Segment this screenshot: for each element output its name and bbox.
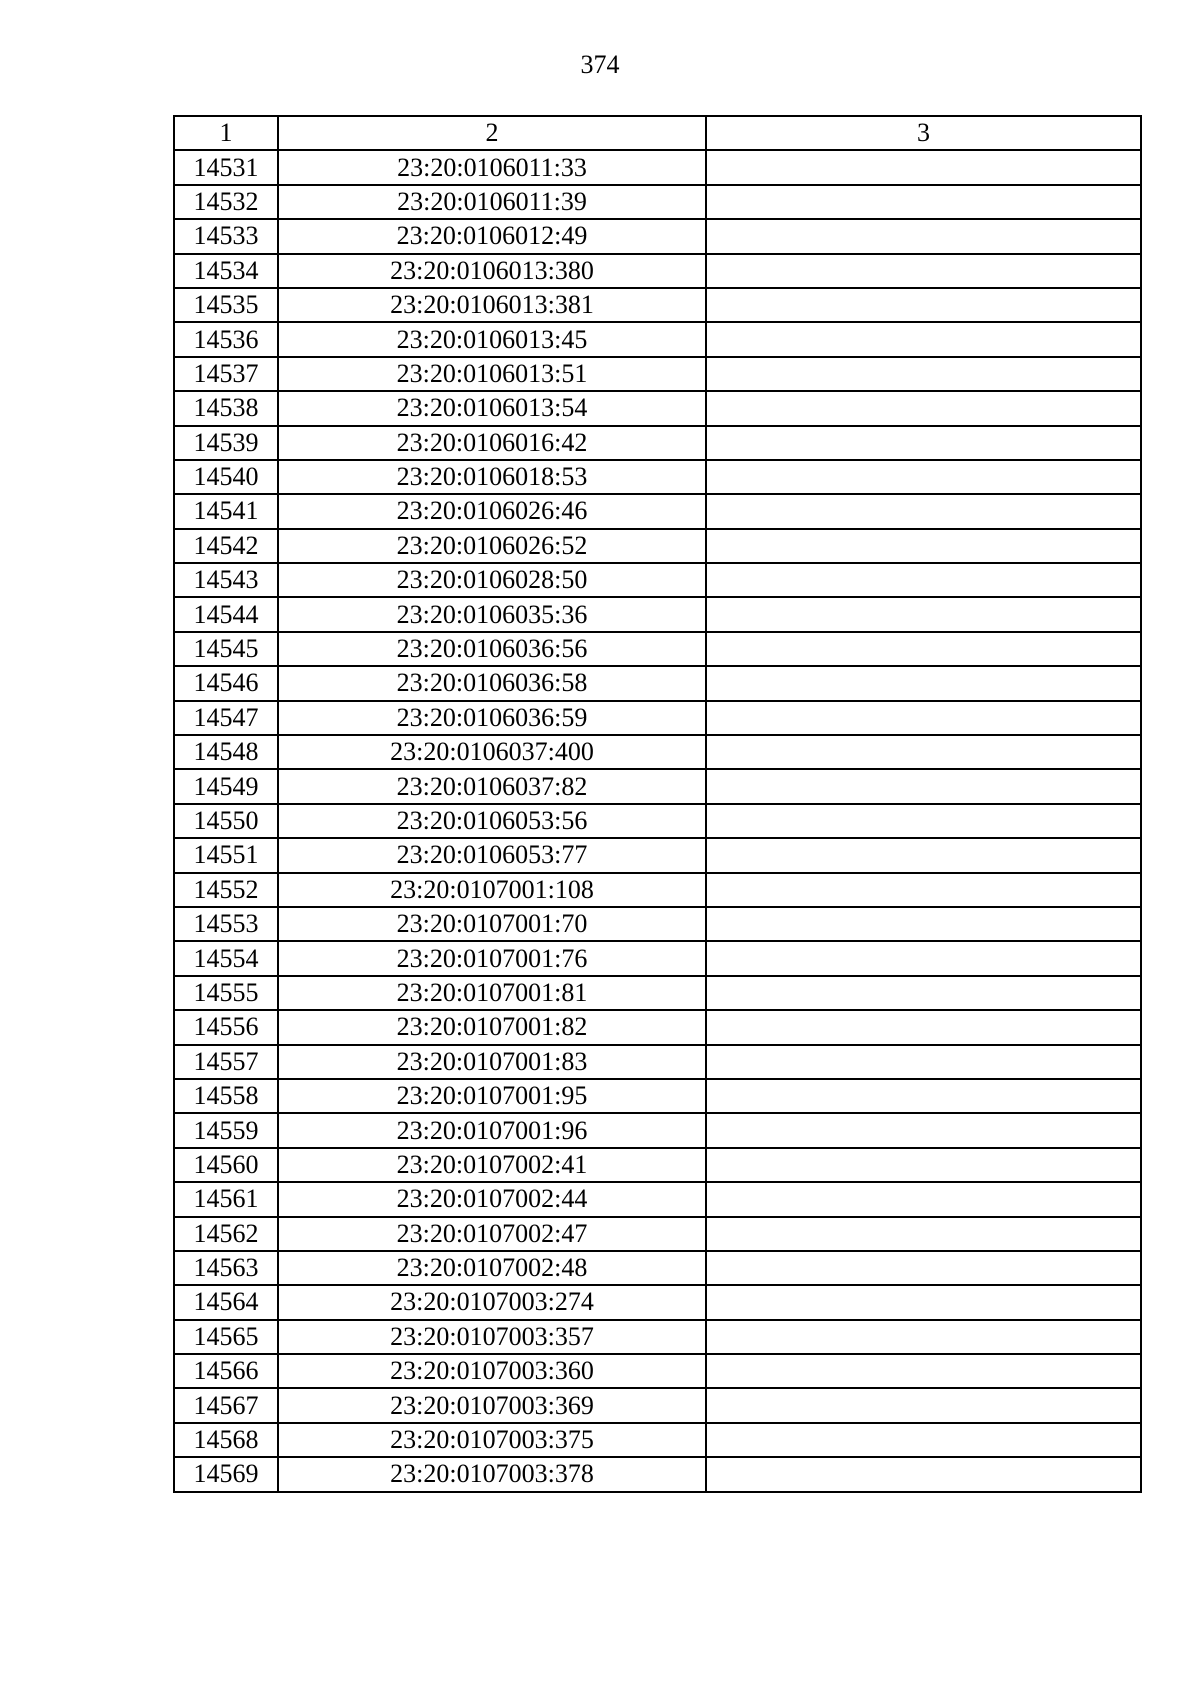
row-number-cell: 14538 [174,391,278,425]
table-row [174,1423,1141,1457]
row-number-cell: 14548 [174,735,278,769]
table-row [174,288,1141,322]
notes-cell [706,1457,1141,1491]
table-row [174,150,1141,184]
row-number-cell: 14543 [174,563,278,597]
notes-cell [706,288,1141,322]
table-row [174,1354,1141,1388]
cadastral-number-cell: 23:20:0107001:76 [278,941,706,975]
table-row [174,357,1141,391]
cadastral-number-cell: 23:20:0107001:81 [278,976,706,1010]
table-row [174,976,1141,1010]
row-number-cell: 14568 [174,1423,278,1457]
cadastral-number-cell: 23:20:0106013:51 [278,357,706,391]
notes-cell [706,597,1141,631]
notes-cell [706,1354,1141,1388]
cadastral-number-cell: 23:20:0107001:108 [278,873,706,907]
table-row [174,426,1141,460]
row-number-cell: 14552 [174,873,278,907]
row-number-cell: 14554 [174,941,278,975]
row-number-cell: 14567 [174,1388,278,1422]
table-row [174,907,1141,941]
column-header-3: 3 [706,116,1141,150]
cadastral-number-cell: 23:20:0106018:53 [278,460,706,494]
row-number-cell: 14557 [174,1045,278,1079]
notes-cell [706,391,1141,425]
row-number-cell: 14544 [174,597,278,631]
notes-cell [706,1251,1141,1285]
row-number-cell: 14561 [174,1182,278,1216]
table-row [174,185,1141,219]
cadastral-number-cell: 23:20:0107002:44 [278,1182,706,1216]
cadastral-number-cell: 23:20:0107001:82 [278,1010,706,1044]
cadastral-number-cell: 23:20:0106053:56 [278,804,706,838]
table-row [174,322,1141,356]
cadastral-number-cell: 23:20:0106037:82 [278,769,706,803]
cadastral-number-cell: 23:20:0106035:36 [278,597,706,631]
table-row [174,1010,1141,1044]
cadastral-number-cell: 23:20:0106011:39 [278,185,706,219]
notes-cell [706,804,1141,838]
table-row [174,1320,1141,1354]
row-number-cell: 14540 [174,460,278,494]
notes-cell [706,357,1141,391]
row-number-cell: 14558 [174,1079,278,1113]
row-number-cell: 14546 [174,666,278,700]
cadastral-number-cell: 23:20:0106016:42 [278,426,706,460]
table-row [174,1182,1141,1216]
row-number-cell: 14569 [174,1457,278,1491]
table-row [174,597,1141,631]
notes-cell [706,941,1141,975]
table-row [174,1217,1141,1251]
notes-cell [706,735,1141,769]
notes-cell [706,1320,1141,1354]
table-row [174,838,1141,872]
cadastral-number-cell: 23:20:0107001:83 [278,1045,706,1079]
table-row [174,563,1141,597]
cadastral-number-cell: 23:20:0106036:58 [278,666,706,700]
row-number-cell: 14563 [174,1251,278,1285]
notes-cell [706,150,1141,184]
table-row [174,219,1141,253]
notes-cell [706,1079,1141,1113]
notes-cell [706,907,1141,941]
notes-cell [706,769,1141,803]
notes-cell [706,529,1141,563]
notes-cell [706,254,1141,288]
notes-cell [706,838,1141,872]
notes-cell [706,426,1141,460]
row-number-cell: 14547 [174,701,278,735]
column-header-2: 2 [278,116,706,150]
cadastral-number-cell: 23:20:0106013:45 [278,322,706,356]
row-number-cell: 14536 [174,322,278,356]
cadastral-number-cell: 23:20:0107003:274 [278,1285,706,1319]
cadastral-number-cell: 23:20:0106011:33 [278,150,706,184]
row-number-cell: 14559 [174,1113,278,1147]
table-row [174,1113,1141,1147]
cadastral-number-cell: 23:20:0106036:59 [278,701,706,735]
table-row [174,666,1141,700]
cadastral-number-cell: 23:20:0106013:54 [278,391,706,425]
notes-cell [706,1217,1141,1251]
notes-cell [706,1182,1141,1216]
cadastral-number-cell: 23:20:0107003:357 [278,1320,706,1354]
table-row [174,1079,1141,1113]
cadastral-number-cell: 23:20:0107003:375 [278,1423,706,1457]
cadastral-number-cell: 23:20:0106036:56 [278,632,706,666]
row-number-cell: 14566 [174,1354,278,1388]
table-row [174,873,1141,907]
row-number-cell: 14539 [174,426,278,460]
row-number-cell: 14541 [174,494,278,528]
cadastral-number-cell: 23:20:0107002:47 [278,1217,706,1251]
table-row [174,941,1141,975]
row-number-cell: 14549 [174,769,278,803]
table-row [174,1285,1141,1319]
table-body [174,116,1141,1492]
cadastral-number-cell: 23:20:0107003:369 [278,1388,706,1422]
cadastral-number-cell: 23:20:0107003:378 [278,1457,706,1491]
notes-cell [706,1045,1141,1079]
notes-cell [706,1148,1141,1182]
cadastral-number-cell: 23:20:0106037:400 [278,735,706,769]
row-number-cell: 14542 [174,529,278,563]
table-row [174,632,1141,666]
table-row [174,254,1141,288]
table-row [174,391,1141,425]
notes-cell [706,322,1141,356]
row-number-cell: 14534 [174,254,278,288]
row-number-cell: 14564 [174,1285,278,1319]
notes-cell [706,185,1141,219]
notes-cell [706,1388,1141,1422]
notes-cell [706,632,1141,666]
cadastral-number-cell: 23:20:0107001:95 [278,1079,706,1113]
row-number-cell: 14533 [174,219,278,253]
notes-cell [706,666,1141,700]
column-header-1: 1 [174,116,278,150]
notes-cell [706,460,1141,494]
notes-cell [706,1423,1141,1457]
cadastral-number-cell: 23:20:0107003:360 [278,1354,706,1388]
notes-cell [706,563,1141,597]
notes-cell [706,1113,1141,1147]
table-row [174,701,1141,735]
notes-cell [706,1010,1141,1044]
notes-cell [706,873,1141,907]
cadastral-number-cell: 23:20:0106013:381 [278,288,706,322]
cadastral-number-cell: 23:20:0106012:49 [278,219,706,253]
cadastral-number-cell: 23:20:0107001:70 [278,907,706,941]
table-row [174,769,1141,803]
row-number-cell: 14531 [174,150,278,184]
row-number-cell: 14532 [174,185,278,219]
notes-cell [706,1285,1141,1319]
row-number-cell: 14551 [174,838,278,872]
cadastral-number-cell: 23:20:0106028:50 [278,563,706,597]
page-number: 374 [580,50,620,79]
notes-cell [706,494,1141,528]
row-number-cell: 14562 [174,1217,278,1251]
table-row [174,1457,1141,1491]
row-number-cell: 14555 [174,976,278,1010]
cadastral-number-cell: 23:20:0106013:380 [278,254,706,288]
row-number-cell: 14553 [174,907,278,941]
row-number-cell: 14560 [174,1148,278,1182]
notes-cell [706,219,1141,253]
row-number-cell: 14535 [174,288,278,322]
table-row [174,1045,1141,1079]
cadastral-number-cell: 23:20:0107002:41 [278,1148,706,1182]
cadastral-number-cell: 23:20:0106026:52 [278,529,706,563]
table-row [174,529,1141,563]
table-row [174,494,1141,528]
notes-cell [706,976,1141,1010]
row-number-cell: 14545 [174,632,278,666]
cadastral-number-cell: 23:20:0106053:77 [278,838,706,872]
table-header-row [174,116,1141,150]
table-row [174,735,1141,769]
table-row [174,460,1141,494]
registry-table [173,115,1142,1493]
cadastral-number-cell: 23:20:0107002:48 [278,1251,706,1285]
table-row [174,1388,1141,1422]
row-number-cell: 14550 [174,804,278,838]
cadastral-number-cell: 23:20:0107001:96 [278,1113,706,1147]
row-number-cell: 14537 [174,357,278,391]
table-row [174,1251,1141,1285]
table-row [174,1148,1141,1182]
row-number-cell: 14565 [174,1320,278,1354]
cadastral-number-cell: 23:20:0106026:46 [278,494,706,528]
table-row [174,804,1141,838]
notes-cell [706,701,1141,735]
row-number-cell: 14556 [174,1010,278,1044]
